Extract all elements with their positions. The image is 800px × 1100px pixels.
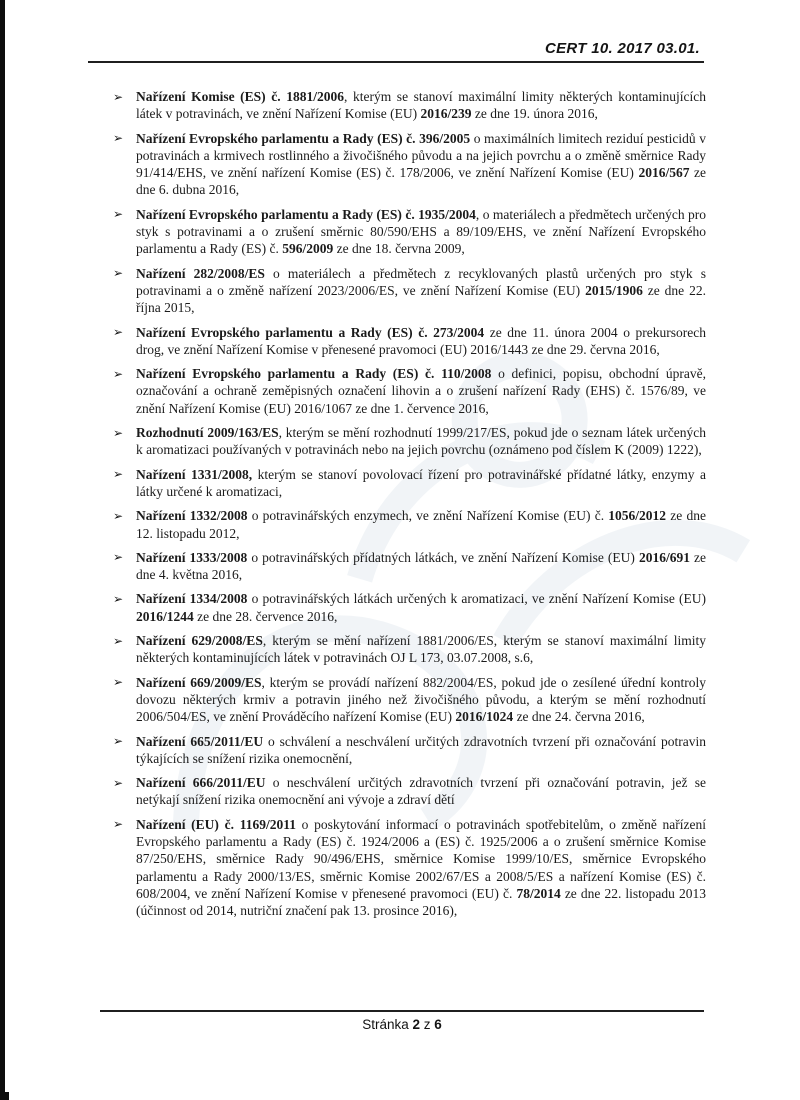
list-item	[113, 324, 706, 359]
list-item-text: Nařízení Komise (ES) č. 1881/2006, kterým se stanoví maximální limity některých kontaminujících látek v potravinách, ve znění Nařízení Komise (EU) 2016/239 ze dne 19. února 2016,	[136, 89, 706, 122]
list-item	[113, 632, 706, 667]
list-item-text: Nařízení 1333/2008 o potravinářských přídatných látkách, ve znění Nařízení Komise (EU) 2016/691 ze dne 4. května 2016,	[136, 549, 706, 583]
list-item-text: Nařízení Evropského parlamentu a Rady (ES) č. 273/2004 ze dne 11. února 2004 o prekursorech drog, ve znění Nařízení Komise v přenesené pravomoci (EU) 2016/1443 ze dne 29. června 2016,	[136, 324, 706, 357]
footer-page-number: 2	[412, 1017, 420, 1032]
arrow-bullet-icon: ➢	[113, 817, 124, 832]
list-item	[113, 507, 706, 542]
document-header	[0, 0, 800, 57]
list-item-text: Nařízení 665/2011/EU o schválení a neschválení určitých zdravotních tvrzení při označování potravin týkajících se snížení rizika onemocnění,	[136, 733, 706, 766]
arrow-bullet-icon: ➢	[113, 366, 124, 381]
list-item-text: Rozhodnutí 2009/163/ES, kterým se mění rozhodnutí 1999/217/ES, pokud jde o seznam látek určených k aromatizaci používaných v potravinách nebo na jejich povrchu (oznámeno pod číslem K (2009) 1222),	[136, 425, 706, 458]
arrow-bullet-icon: ➢	[113, 89, 124, 104]
list-item	[113, 365, 706, 417]
arrow-bullet-icon: ➢	[113, 131, 124, 146]
arrow-bullet-icon: ➢	[113, 425, 124, 440]
list-item	[113, 88, 706, 123]
arrow-bullet-icon: ➢	[113, 591, 124, 606]
list-item-text: Nařízení 1332/2008 o potravinářských enzymech, ve znění Nařízení Komise (EU) č. 1056/2012 ze dne 12. listopadu 2012,	[136, 508, 706, 541]
list-item-text: Nařízení 1334/2008 o potravinářských látkách určených k aromatizaci, ve znění Nařízení Komise (EU) 2016/1244 ze dne 28. července 2016,	[136, 591, 706, 624]
list-item	[113, 424, 706, 459]
arrow-bullet-icon: ➢	[113, 325, 124, 340]
footer-total-pages: 6	[434, 1017, 442, 1032]
list-item	[113, 265, 706, 317]
list-item	[113, 549, 706, 584]
list-item	[113, 733, 706, 768]
header-rule	[88, 61, 704, 63]
arrow-bullet-icon: ➢	[113, 550, 124, 565]
list-item	[113, 130, 706, 199]
list-item-text: Nařízení 629/2008/ES, kterým se mění nařízení 1881/2006/ES, kterým se stanoví maximální limity některých kontaminujících látek v potravinách OJ L 173, 03.07.2008, s.6,	[136, 633, 706, 666]
scan-edge-artifact	[0, 0, 5, 1100]
arrow-bullet-icon: ➢	[113, 675, 124, 690]
list-item-text: Nařízení 666/2011/EU o neschválení určitých zdravotních tvrzení při označování potravin, jež se netýkají snížení rizika onemocnění ani vývoje a zdraví dětí	[136, 775, 707, 808]
scan-corner-artifact	[0, 1092, 9, 1100]
list-item	[113, 774, 706, 809]
arrow-bullet-icon: ➢	[113, 734, 124, 748]
list-item-text: Nařízení Evropského parlamentu a Rady (ES) č. 110/2008 o definici, popisu, obchodní úpravě, označování a ochraně zeměpisných označení lihovin a o zrušení nařízení Rady (EHS) č. 1576/89, ve znění Nařízení Komise (EU) 2016/1067 ze dne 1. července 2016,	[136, 366, 706, 416]
header-title: CERT 10. 2017 03.01.	[545, 40, 700, 57]
list-item	[113, 816, 706, 920]
list-item-text: Nařízení 282/2008/ES o materiálech a předmětech z recyklovaných plastů určených pro styk s potravinami a o změně nařízení 2023/2006/ES, ve znění Nařízení Komise (EU) 2015/1906 ze dne 22. října 2015,	[136, 265, 707, 316]
list-item-text: Nařízení Evropského parlamentu a Rady (ES) č. 396/2005 o maximálních limitech reziduí pesticidů v potravinách a krmivech rostlinného a živočišného původu a na jejich povrchu a o změně směrnice Rady 91/414/EHS, ve znění nařízení Komise (ES) č. 178/2006, ve znění Nařízení Komise (EU) 2016/567 ze dne 6. dubna 2016,	[136, 130, 707, 198]
footer-label: Stránka	[362, 1017, 409, 1032]
list-item	[113, 674, 706, 726]
list-item-text: Nařízení 669/2009/ES, kterým se provádí nařízení 882/2004/ES, pokud jde o zesílené úřední kontroly dovozu některých krmiv a potravin jiného než živočišného původu, a kterým se mění rozhodnutí 2006/504/ES, ve znění Prováděcího nařízení Komise (EU) 2016/1024 ze dne 24. června 2016,	[136, 674, 707, 725]
list-item-text: Nařízení (EU) č. 1169/2011 o poskytování informací o potravinách spotřebitelům, o změně nařízení Evropského parlamentu a Rady (ES) č. 1924/2006 a (ES) č. 1925/2006 a o zrušení směrnice Komise 87/250/EHS, směrnice Rady 90/496/EHS, směrnice Komise 1999/10/ES, směrnice Evropského parlamentu a Rady 2000/13/ES, směrnic Komise 2002/67/ES a 2008/5/ES a nařízení Komise (ES) č. 608/2004, ve znění Nařízení Komise v přenesené pravomoci (EU) č. 78/2014 ze dne 22. listopadu 2013 (účinnost od 2014, nutriční značení pak 13. prosince 2016),	[136, 816, 706, 919]
arrow-bullet-icon: ➢	[113, 508, 124, 523]
regulation-list	[113, 88, 706, 919]
arrow-bullet-icon: ➢	[113, 633, 124, 648]
arrow-bullet-icon: ➢	[113, 266, 124, 281]
list-item-text: Nařízení Evropského parlamentu a Rady (ES) č. 1935/2004, o materiálech a předmětech určených pro styk s potravinami a o zrušení směrnic 80/590/EHS a 89/109/EHS, ve znění Nařízení Evropského parlamentu a Rady (ES) č. 596/2009 ze dne 18. června 2009,	[136, 206, 706, 257]
page-footer	[100, 1010, 704, 1032]
list-item-text: Nařízení 1331/2008, kterým se stanoví povolovací řízení pro potravinářské přídatné látky, enzymy a látky určené k aromatizaci,	[136, 466, 706, 499]
arrow-bullet-icon: ➢	[113, 207, 124, 222]
list-item	[113, 206, 706, 258]
footer-separator: z	[423, 1017, 431, 1032]
list-item	[113, 590, 706, 625]
arrow-bullet-icon: ➢	[113, 775, 124, 790]
list-item	[113, 466, 706, 501]
arrow-bullet-icon: ➢	[113, 467, 124, 482]
